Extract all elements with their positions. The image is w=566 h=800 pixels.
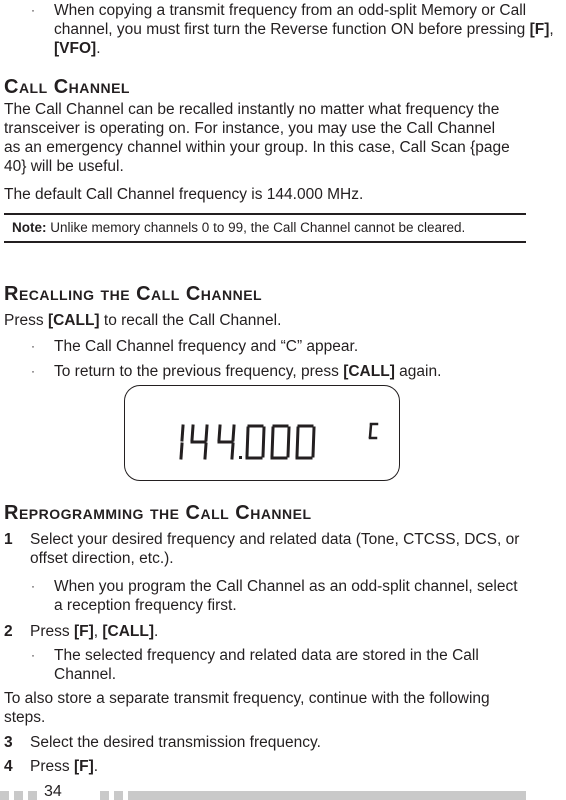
step-1-bullet: · When you program the Call Channel as an odd-split channel, select a reception frequency first.	[31, 578, 518, 614]
transmit-frequency-note: To also store a separate transmit frequency, continue with the following steps.	[4, 690, 490, 726]
key-call: [CALL]	[47, 312, 100, 329]
lcd-digit	[192, 426, 207, 458]
reprogramming-heading: Reprogramming the Call Channel	[4, 502, 312, 524]
footer-bar	[0, 791, 9, 800]
recalling-bullet-1: · The Call Channel frequency and “C” appear.	[31, 338, 359, 355]
key-f: [F]	[529, 21, 550, 38]
lcd-digit	[297, 426, 314, 458]
call-channel-heading: Call Channel	[4, 76, 130, 98]
footer-bar	[128, 791, 526, 800]
lcd-digit	[181, 426, 183, 458]
call-channel-description: The Call Channel can be recalled instantly no matter what frequency the transceiver is operating on. For instance, you may use the Call Channel as an emergency channel within your group. In this case, Call Scan {page 40} will be useful.	[4, 101, 510, 175]
footer-bar	[28, 791, 37, 800]
page-number: 34	[44, 783, 62, 800]
lcd-call-indicator	[370, 424, 377, 438]
lcd-segments	[125, 386, 399, 480]
key-call: [CALL]	[343, 363, 395, 380]
note-text: Unlike memory channels 0 to 99, the Call Channel cannot be cleared.	[46, 220, 466, 235]
page-footer	[0, 784, 526, 800]
recalling-bullet-2: · To return to the previous frequency, press [CALL] again.	[31, 363, 442, 380]
step-2-bullet: · The selected frequency and related data are stored in the Call Channel.	[31, 647, 479, 683]
lcd-digit	[247, 426, 264, 458]
lcd-display	[124, 385, 400, 481]
bullet-icon: ·	[31, 339, 35, 353]
bullet-icon: ·	[31, 648, 35, 662]
call-channel-default: The default Call Channel frequency is 144.000 MHz.	[4, 186, 364, 203]
lcd-digit	[219, 426, 234, 458]
bullet-icon: ·	[31, 579, 35, 593]
recalling-heading: Recalling the Call Channel	[4, 283, 263, 305]
bullet-icon: ·	[31, 3, 35, 17]
note-label: Note:	[12, 220, 47, 235]
step-3: 3 Select the desired transmission frequency.	[4, 734, 321, 751]
footer-bar	[100, 791, 109, 800]
lcd-digit	[272, 426, 289, 458]
recalling-instruction: Press [CALL] to recall the Call Channel.	[4, 312, 282, 329]
lcd-decimal-point	[239, 456, 242, 459]
step-1: 1 Select your desired frequency and related data (Tone, CTCSS, DCS, or offset direction, etc.).	[4, 531, 520, 567]
key-f: [F]	[73, 758, 94, 775]
key-vfo: [VFO]	[54, 40, 97, 57]
key-f: [F]	[73, 623, 94, 640]
footer-bar	[14, 791, 23, 800]
step-2: 2 Press [F], [CALL].	[4, 623, 159, 640]
reverse-function-bullet: · When copying a transmit frequency from an odd-split Memory or Call channel, you must first turn the Reverse function ON before pressing [F], [VFO].	[31, 2, 554, 57]
bullet-icon: ·	[31, 364, 35, 378]
note-box	[4, 213, 526, 243]
key-call: [CALL]	[102, 623, 155, 640]
bullet-text: When copying a transmit frequency from an odd-split Memory or Call channel, you must first turn the Reverse function ON before pressing	[54, 2, 530, 38]
step-4: 4 Press [F].	[4, 758, 99, 775]
footer-bar	[114, 791, 123, 800]
